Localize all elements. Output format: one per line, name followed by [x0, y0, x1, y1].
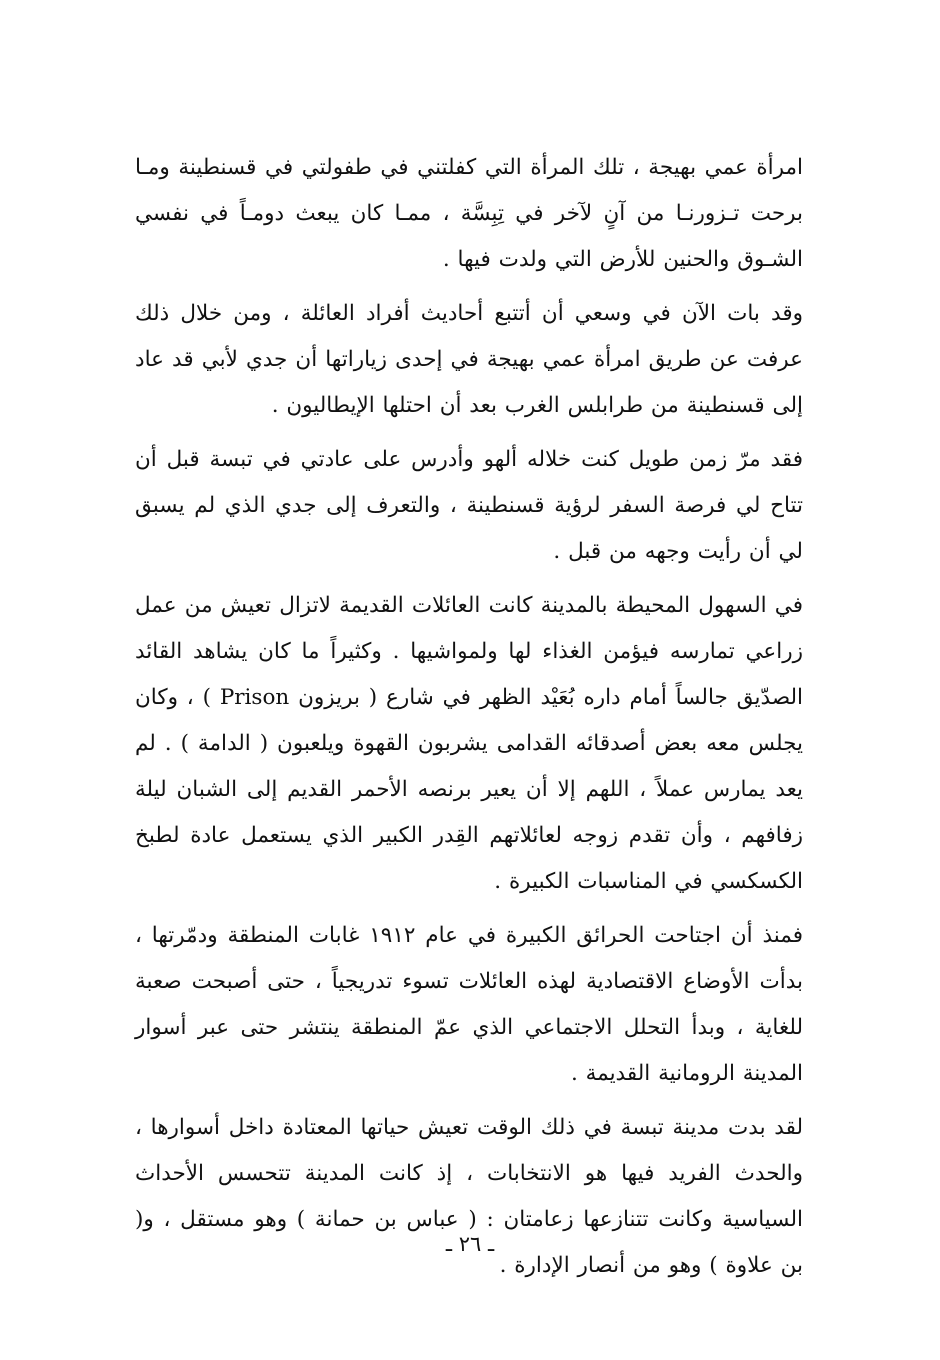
paragraph-3: فقد مرّ زمن طويل كنت خلاله ألهو وأدرس على عادتي في تبسة قبل أن تتاح لي فرصة السفر لرؤية قسنطينة ، والتعرف إلى جدي الذي لم يسبق لي أن رأيت وجهه من قبل .: [135, 447, 803, 564]
paragraph-1: امرأة عمي بهيجة ، تلك المرأة التي كفلتني في طفولتي في قسنطينة ومـا برحت تـزورنـا من آنٍ لآخر في تِبِسَّة ، ممـا كان يبعث دومـاً في نفسي الشـوق والحنين للأرض التي ولدت فيها .: [135, 155, 803, 272]
page-number: ـ ٢٦ ـ: [445, 1232, 495, 1256]
paragraph-2: وقد بات الآن في وسعي أن أتتبع أحاديث أفراد العائلة ، ومن خلال ذلك عرفت عن طريق امرأة عمي بهيجة في إحدى زياراتها أن جدي لأبي قد عاد إلى قسنطينة من طرابلس الغرب بعد أن احتلها الإيطاليون .: [135, 301, 803, 418]
paragraph-5: فمنذ أن اجتاحت الحرائق الكبيرة في عام ١٩١٢ غابات المنطقة ودمّرتها ، بدأت الأوضاع الاقتصادية لهذه العائلات تسوء تدريجياً ، حتى أصبحت صعبة للغاية ، وبدأ التحلل الاجتماعي الذي عمّ المنطقة ينتشر حتى عبر أسوار المدينة الرومانية القديمة .: [135, 923, 803, 1086]
paragraph-4: في السهول المحيطة بالمدينة كانت العائلات القديمة لاتزال تعيش من عمل زراعي تمارسه فيؤمن الغذاء لها ولمواشيها . وكثيراً ما كان يشاهد القائد الصدّيق جالساً أمام داره بُعَيْد الظهر في شارع ( بريزون Prison ) ، وكان يجلس معه بعض أصدقائه القدامى يشربون القهوة ويلعبون ( الدامة ) . لم يعد يمارس عملاً ، اللهم إلا أن يعير برنصه الأحمر القديم إلى الشبان ليلة زفافهم ، وأن تقدم زوجه لعائلاتهم القِدر الكبير الذي يستعمل عادة لطبخ الكسكسي في المناسبات الكبيرة .: [135, 593, 803, 894]
body-text: [135, 145, 803, 1289]
paragraph-6: لقد بدت مدينة تبسة في ذلك الوقت تعيش حياتها المعتادة داخل أسوارها ، والحدث الفريد فيها هو الانتخابات ، إذ كانت المدينة تتحسس الأحداث السياسية وكانت تتنازعها زعامتان : ( عباس بن حمانة ) وهو مستقل ، و( بن علاوة ) وهو من أنصار الإدارة .: [135, 1115, 803, 1278]
